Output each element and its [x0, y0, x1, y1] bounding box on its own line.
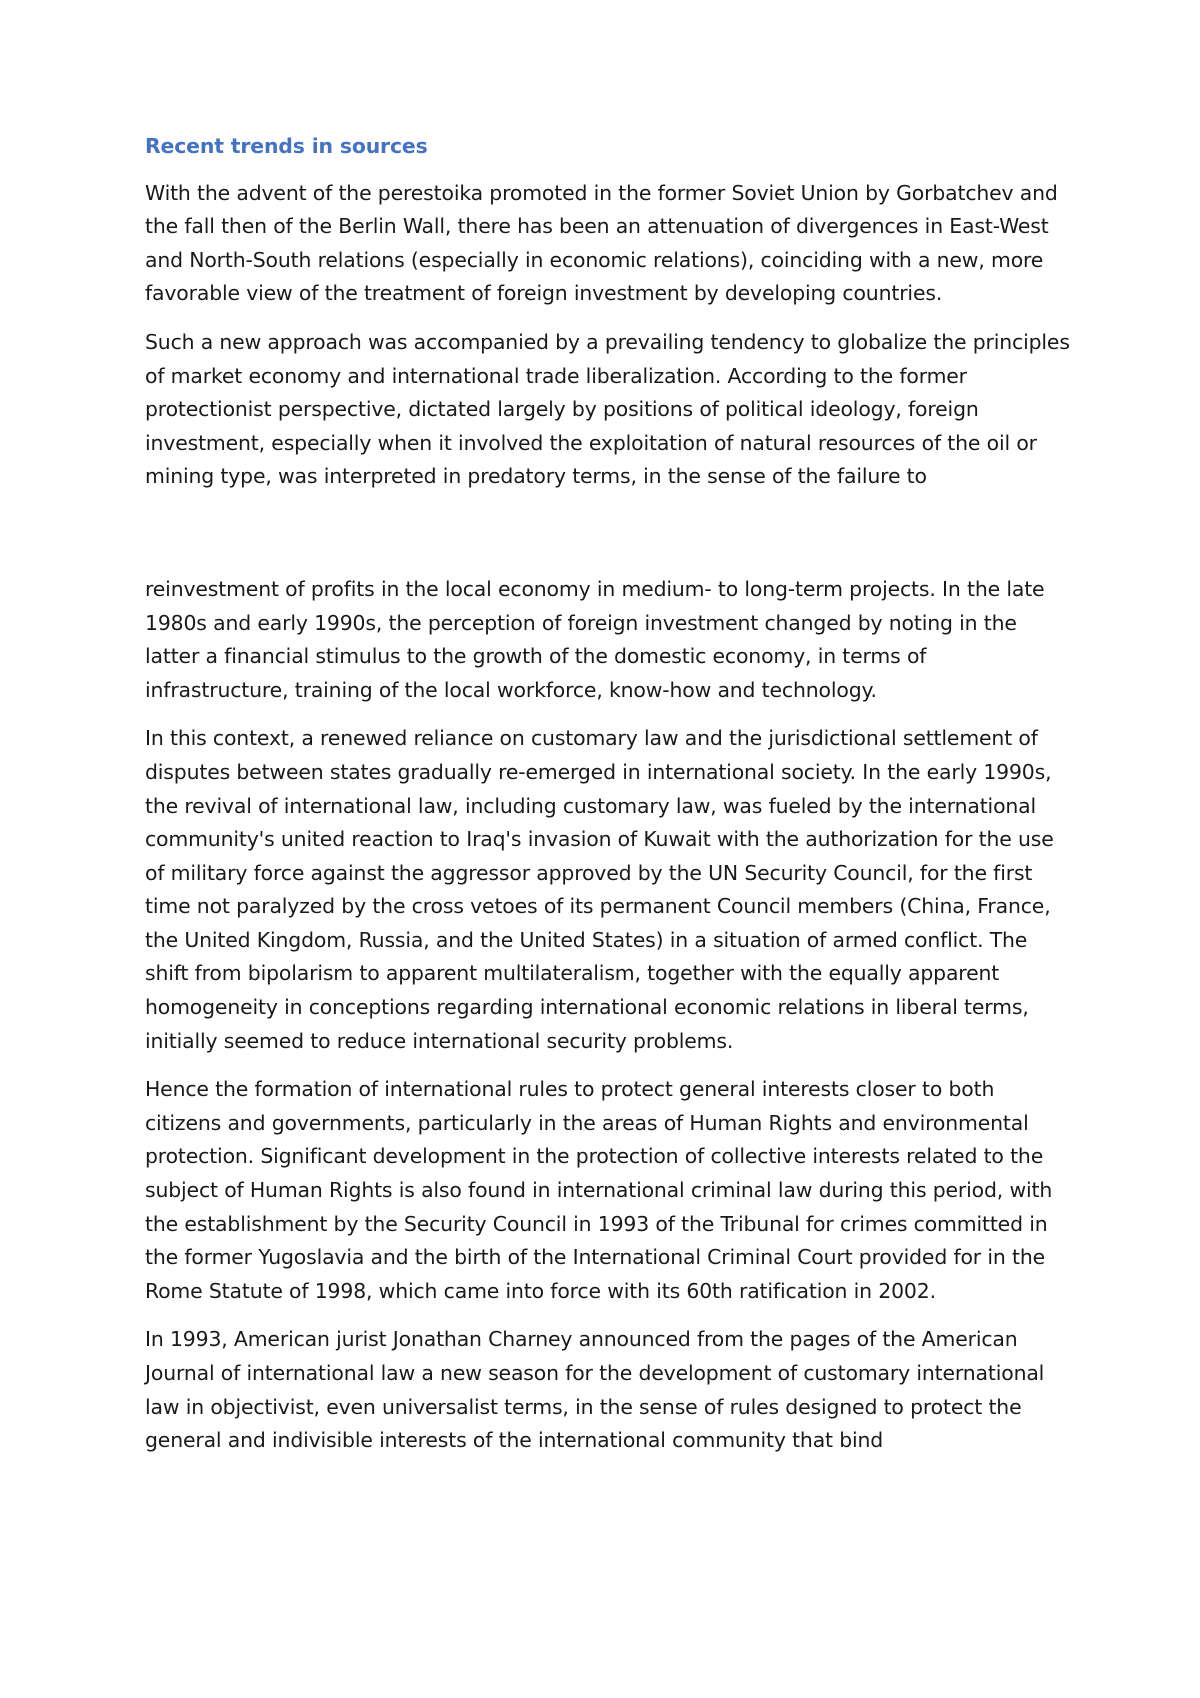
paragraph-new-approach: Such a new approach was accompanied by a prevailing tendency to globalize the principles of market economy and international trade liberalization. According to the former protectionist perspective, dictated largely by positions of political ideology, foreign investment, especially when it involved the exploitation of natural resources of the oil or mining type, was interpreted in predatory terms, in the sense of the failure to [145, 329, 1070, 489]
paragraph-perestroika: With the advent of the perestoika promoted in the former Soviet Union by Gorbatchev and the fall then of the Berlin Wall, there has been an attenuation of divergences in East-West and North-South relations (especially in economic relations), coinciding with a new, more favorable view of the treatment of foreign investment by developing countries. [145, 180, 1058, 306]
section-heading: Recent trends in sources [145, 134, 428, 158]
paragraph-charney: In 1993, American jurist Jonathan Charney announced from the pages of the American Journal of international law a new season for the development of customary international law in objectivist, even universalist terms, in the sense of rules designed to protect the general and indivisible interests of the international community that bind [145, 1327, 1045, 1453]
paragraph-international-rules: Hence the formation of international rules to protect general interests closer to both citizens and governments, particularly in the areas of Human Rights and environmental protection. Significant development in the protection of collective interests related to the subject of Human Rights is also found in international criminal law during this period, with the establishment by the Security Council in 1993 of the Tribunal for crimes committed in the former Yugoslavia and the birth of the International Criminal Court provided for in the Rome Statute of 1998, which came into force with its 60th ratification in 2002. [145, 1077, 1053, 1303]
paragraph-reinvestment: reinvestment of profits in the local economy in medium- to long-term projects. In the late 1980s and early 1990s, the perception of foreign investment changed by noting in the latter a financial stimulus to the growth of the domestic economy, in terms of infrastructure, training of the local workforce, know-how and technology. [145, 576, 1045, 702]
page-break-gap [145, 509, 1075, 573]
document-page [145, 130, 1075, 1473]
paragraph-customary-law: In this context, a renewed reliance on customary law and the jurisdictional settlement of disputes between states gradually re-emerged in international society. In the early 1990s, the revival of international law, including customary law, was fueled by the international community's united reaction to Iraq's invasion of Kuwait with the authorization for the use of military force against the aggressor approved by the UN Security Council, for the first time not paralyzed by the cross vetoes of its permanent Council members (China, France, the United Kingdom, Russia, and the United States) in a situation of armed conflict. The shift from bipolarism to apparent multilateralism, together with the equally apparent homogeneity in conceptions regarding international economic relations in liberal terms, initially seemed to reduce international security problems. [145, 726, 1054, 1053]
